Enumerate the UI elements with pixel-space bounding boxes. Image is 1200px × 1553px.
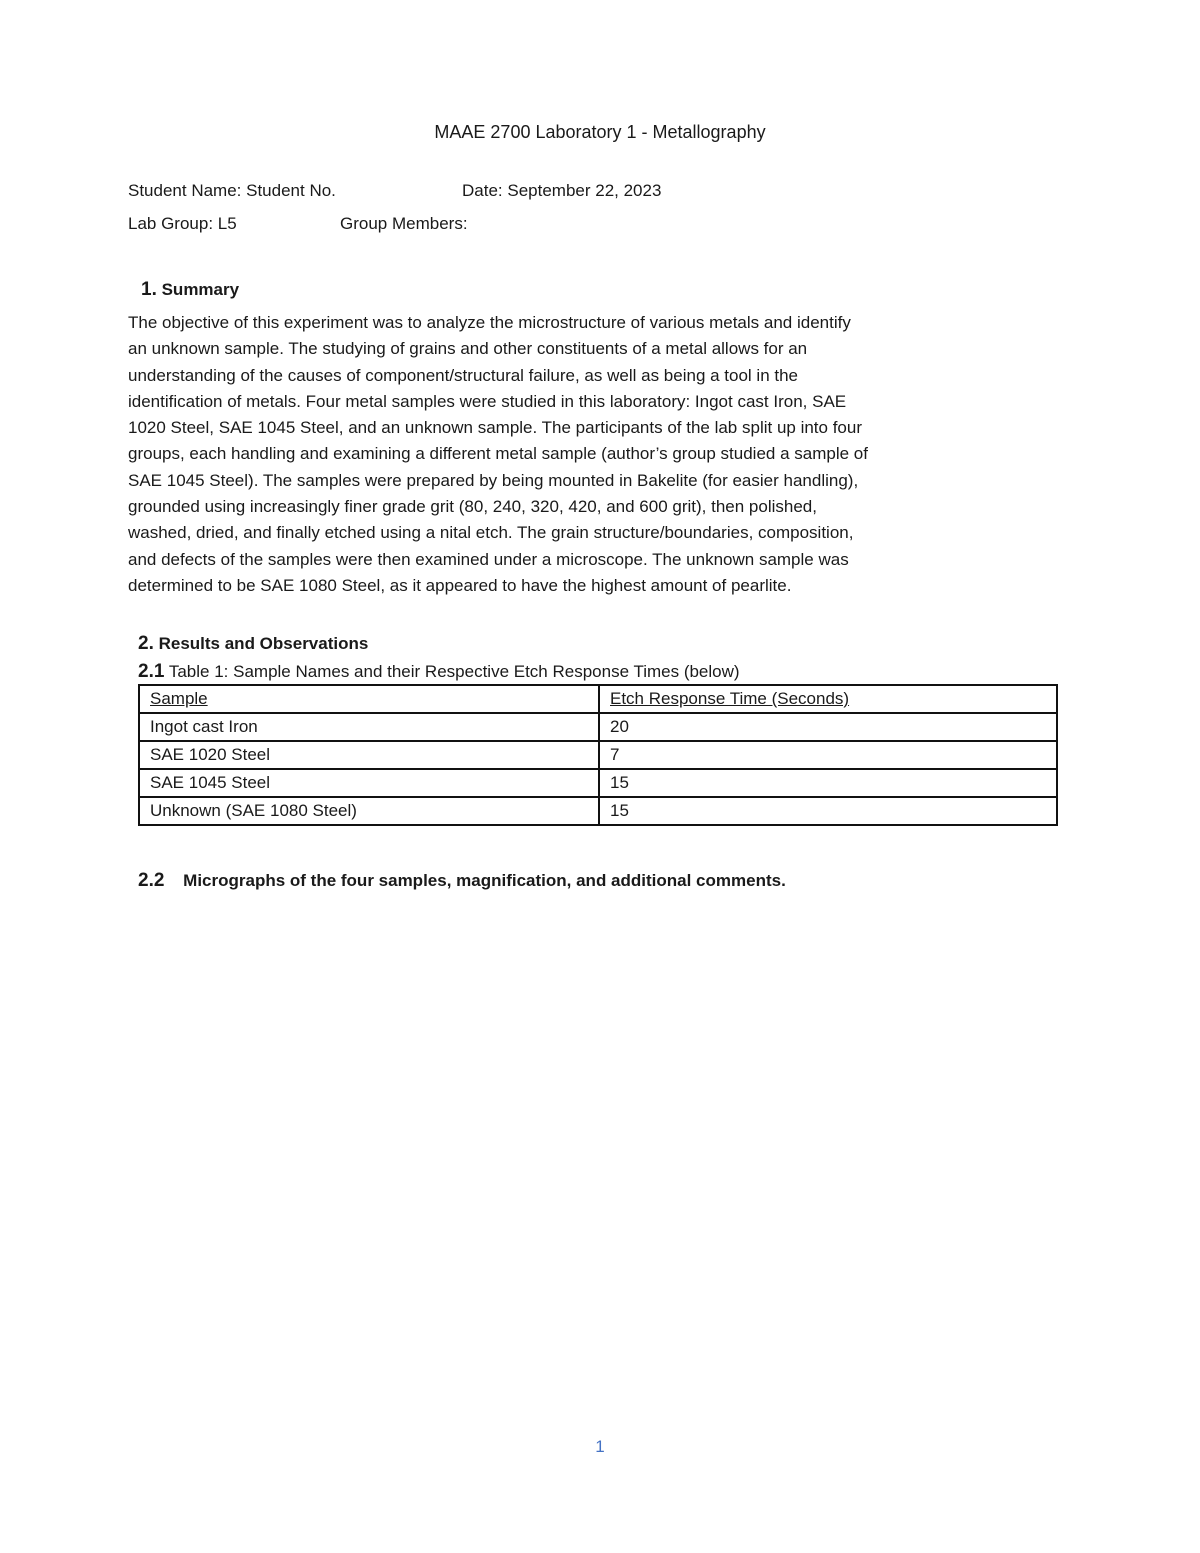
etch-time-cell: 15 bbox=[599, 769, 1057, 797]
summary-line: SAE 1045 Steel). The samples were prepared by being mounted in Bakelite (for easier handling), bbox=[128, 470, 859, 490]
results-heading-text: Results and Observations bbox=[158, 634, 369, 653]
etch-time-cell: 7 bbox=[599, 741, 1057, 769]
summary-paragraph bbox=[128, 310, 1008, 599]
sample-cell: SAE 1020 Steel bbox=[139, 741, 599, 769]
results-heading bbox=[138, 633, 368, 655]
summary-line: grounded using increasingly finer grade grit (80, 240, 320, 420, and 600 grit), then polished, bbox=[128, 497, 817, 517]
summary-line: determined to be SAE 1080 Steel, as it appeared to have the highest amount of pearlite. bbox=[128, 575, 792, 595]
summary-line: groups, each handling and examining a different metal sample (author’s group studied a sample of bbox=[128, 444, 868, 464]
lab-group-line: Lab Group: L5 bbox=[128, 214, 237, 233]
sample-cell: Ingot cast Iron bbox=[139, 713, 599, 741]
summary-line: identification of metals. Four metal samples were studied in this laboratory: Ingot cast Iron, SAE bbox=[128, 391, 847, 411]
group-members-line: Group Members: bbox=[340, 214, 468, 233]
summary-heading-text: Summary bbox=[161, 280, 240, 299]
micrographs-heading-text: Micrographs of the four samples, magnification, and additional comments. bbox=[183, 871, 786, 890]
table-row bbox=[139, 713, 1057, 741]
document-title: MAAE 2700 Laboratory 1 - Metallography bbox=[434, 122, 766, 142]
table-row bbox=[139, 769, 1057, 797]
summary-line: The objective of this experiment was to analyze the microstructure of various metals and identify bbox=[128, 313, 851, 332]
results-number: 2. bbox=[138, 633, 154, 654]
etch-response-table bbox=[138, 684, 1058, 826]
summary-line: understanding of the causes of component/structural failure, as well as being a tool in the bbox=[128, 365, 799, 385]
summary-line: an unknown sample. The studying of grains and other constituents of a metal allows for an bbox=[128, 339, 808, 359]
table-caption-number: 2.1 bbox=[138, 661, 165, 682]
micrographs-number: 2.2 bbox=[138, 870, 165, 891]
micrographs-heading bbox=[138, 870, 786, 892]
summary-number: 1. bbox=[141, 279, 157, 300]
summary-line: and defects of the samples were then examined under a microscope. The unknown sample was bbox=[128, 549, 849, 569]
table-caption-text: Table 1: Sample Names and their Respective Etch Response Times (below) bbox=[168, 662, 740, 681]
etch-time-cell: 20 bbox=[599, 713, 1057, 741]
summary-line: washed, dried, and finally etched using a nital etch. The grain structure/boundaries, composition, bbox=[128, 523, 854, 543]
table-row bbox=[139, 797, 1057, 825]
table-caption bbox=[138, 661, 740, 683]
summary-line: 1020 Steel, SAE 1045 Steel, and an unknown sample. The participants of the lab split up into four bbox=[128, 418, 862, 438]
sample-cell: Unknown (SAE 1080 Steel) bbox=[139, 797, 599, 825]
summary-heading bbox=[141, 279, 239, 301]
sample-cell: SAE 1045 Steel bbox=[139, 769, 599, 797]
date-line: Date: September 22, 2023 bbox=[462, 181, 662, 200]
student-name-line: Student Name: Student No. bbox=[128, 181, 336, 200]
column-header-etch-time: Etch Response Time (Seconds) bbox=[599, 685, 1057, 713]
etch-time-cell: 15 bbox=[599, 797, 1057, 825]
page-number: 1 bbox=[595, 1437, 605, 1456]
table-row bbox=[139, 741, 1057, 769]
column-header-sample: Sample bbox=[139, 685, 599, 713]
table-header-row bbox=[139, 685, 1057, 713]
